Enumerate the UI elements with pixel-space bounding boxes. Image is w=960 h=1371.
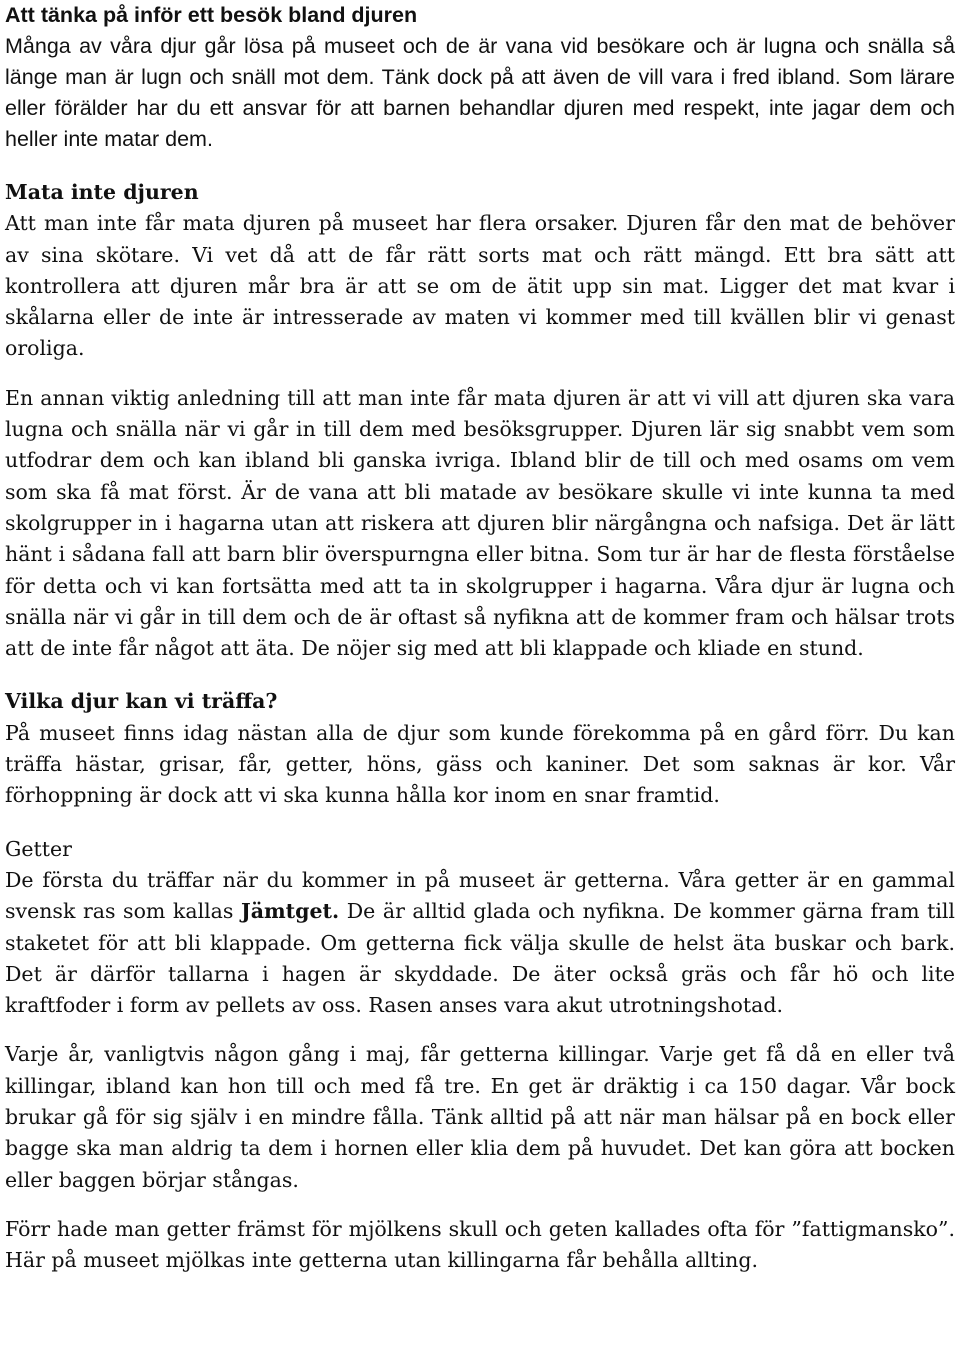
goats-paragraph-1	[5, 865, 955, 1021]
feeding-paragraph-2: En annan viktig anledning till att man inte får mata djuren är att vi vill att djuren ska vara lugna och snälla när vi går in till dem med besöksgrupper. Djuren lär sig snabbt vem som utfodrar dem och kan ibland bli ganska ivriga. Ibland blir de till och med osams om vem som ska få mat först. Är de vana att bli matade av besökare skulle vi inte kunna ta med skolgrupper in i hagarna utan att riskera att djuren blir närgångna och nafsiga. Det är lätt hänt i sådana fall att barn blir överspurngna eller bitna. Som tur är har de flesta förståelse för detta och vi kan fortsätta med att ta in skolgrupper i hagarna. Våra djur är lugna och snälla när vi går in till dem och de är oftast så nyfikna att de kommer fram och hälsar trots att de inte får något att äta. De nöjer sig med att bli klappade och kliade en stund.	[5, 385, 955, 661]
feeding-paragraph-1: Att man inte får mata djuren på museet har flera orsaker. Djuren får den mat de behöver av sina skötare. Vi vet då att de får rätt sorts mat och rätt mängd. Ett bra sätt att kontrollera att djuren mår bra är att se om de ätit upp sin mat. Ligger det mat kvar i skålarna eller de inte är intresserade av maten vi kommer med till kvällen blir vi genast oroliga.	[5, 211, 955, 361]
section-title-feeding: Mata inte djuren	[5, 180, 199, 204]
animals-paragraph: På museet finns idag nästan alla de djur som kunde förekomma på en gård förr. Du kan träffa hästar, grisar, får, getter, höns, gäss och kaniner. Det som saknas är kor. Vår förhoppning är dock att vi ska kunna hålla kor inom en snar framtid.	[5, 720, 955, 808]
intro-paragraph: Många av våra djur går lösa på museet och de är vana vid besökare och är lugna och snälla så länge man är lugn och snäll mot dem. Tänk dock på att även de vill vara i fred ibland. Som lärare eller förälder har du ett ansvar för att barnen behandlar djuren med respekt, inte jagar dem och heller inte matar dem.	[5, 34, 955, 151]
section-title-animals: Vilka djur kan vi träffa?	[5, 689, 278, 714]
goats-paragraph-1-end: De är alltid glada och nyfikna. De kommer gärna fram till staketet för att bli klappade. Om getterna fick välja skulle de helst äta buskar och bark. Det är därför tallarna i hagen är skyddade. De äter också gräs och får hö och lite kraftfoder i form av pellets av oss. Rasen anses vara akut utrotningshotad.	[5, 899, 955, 1018]
section-title-goats: Getter	[5, 836, 72, 861]
section-title-visit: Att tänka på inför ett besök bland djuren	[5, 3, 418, 27]
goat-breed-name: Jämtget.	[241, 899, 340, 924]
goats-paragraph-3: Förr hade man getter främst för mjölkens skull och geten kallades ofta för ”fattigmansko”. Här på museet mjölkas inte getterna utan killingarna får behålla allting.	[5, 1216, 955, 1273]
goats-paragraph-2: Varje år, vanligtvis någon gång i maj, får getterna killingar. Varje get få då en eller två killingar, ibland kan hon till och med få tre. En get är dräktig i ca 150 dagar. Vår bock brukar gå för sig själv i en mindre fålla. Tänk alltid på att när man hälsar på en bock eller bagge ska man aldrig ta dem i hornen eller klia dem på huvudet. Det kan göra att bocken eller baggen börjar stångas.	[5, 1042, 955, 1192]
document-page	[5, 0, 955, 1277]
goats-paragraph-1-start: De första du träffar när du kommer in på museet är getterna. Våra getter är en gammal svensk ras som kallas	[5, 867, 955, 924]
